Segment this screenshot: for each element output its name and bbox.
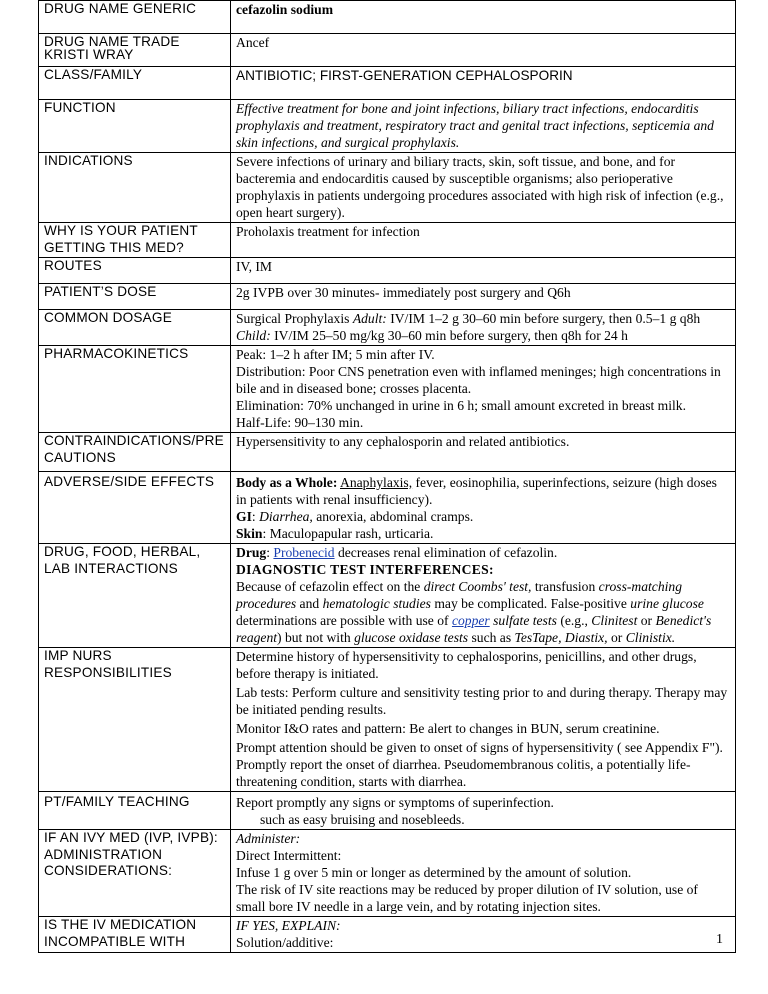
value-trade: Ancef [231,34,736,67]
adverse-bw-label: Body as a Whole: [236,475,338,490]
adverse-gi-text: anorexia, abdominal cramps. [312,509,474,524]
label-dose: PATIENT’S DOSE [39,284,231,310]
label-teaching: PT/FAMILY TEACHING [39,792,231,830]
teaching-line: such as easy bruising and nosebleeds. [260,812,465,827]
common-text-3: IV/IM 25–50 mg/kg 30–60 min before surgery, then q8h for 24 h [270,328,628,343]
label-adverse: ADVERSE/SIDE EFFECTS [39,472,231,544]
common-adult: Adult: [352,311,387,326]
interactions-drug-label: Drug [236,545,267,560]
label-indications: INDICATIONS [39,153,231,223]
value-compat [231,917,736,953]
adverse-skin-label: Skin [236,526,263,541]
adverse-gi-sep: : [251,509,260,524]
diagnostic-text: Because of cefazolin effect on the direct Coombs' test, transfusion cross-matching procedures and hematologic studies may be complicated. False-positive urine glucose determinations are possible with use of copper sulfate tests (e.g., Clinitest or Benedict's reagent) but not with glucose oxidase tests such as TesTape, Diastix, or Clinistix. [236,579,712,645]
value-generic: cefazolin sodium [231,1,736,34]
probenecid-link[interactable]: Probenecid [273,545,335,560]
row-contraindications [39,433,736,472]
value-pharmacokinetics [231,346,736,433]
pk-line: Peak: 1–2 h after IM; 5 min after IV. [236,347,435,362]
label-nursing: IMP NURS RESPONSIBILITIES [39,648,231,792]
adverse-bw-text: fever, eosinophilia, superinfections, seizure (high doses in patients with renal insufficiency). [236,475,717,507]
pk-line: Half-Life: 90–130 min. [236,415,364,430]
teaching-line: Report promptly any signs or symptoms of superinfection. [236,795,554,810]
interactions-drug-sep: : [266,545,274,560]
nursing-line: Lab tests: Perform culture and sensitivity testing prior to and during therapy. Therapy may be initiated pending results. [236,685,728,717]
label-interactions: DRUG, FOOD, HERBAL, LAB INTERACTIONS [39,544,231,648]
value-routes: IV, IM [231,258,736,284]
row-compat [39,917,736,953]
row-function [39,100,736,153]
pk-line: Elimination: 70% unchanged in urine in 6 h; small amount excreted in breast milk. [236,398,687,413]
row-dose [39,284,736,310]
page-number: 1 [716,932,723,947]
ivy-title: Administer: [236,831,301,846]
label-function: FUNCTION [39,100,231,153]
value-ivy [231,830,736,917]
pk-line: Distribution: Poor CNS penetration even with inflamed meninges; high concentrations in bile and in diseased bone; crosses placenta. [236,364,721,396]
row-generic [39,1,736,34]
row-adverse [39,472,736,544]
value-teaching [231,792,736,830]
row-common-dosage [39,310,736,346]
drug-card-table [38,0,736,953]
value-class: ANTIBIOTIC; FIRST-GENERATION CEPHALOSPORIN [231,67,736,100]
label-trade: DRUG NAME TRADE KRISTI WRAY [39,34,231,67]
label-compat: IS THE IV MEDICATION INCOMPATIBLE WITH [39,917,231,953]
row-interactions [39,544,736,648]
value-function: Effective treatment for bone and joint infections, biliary tract infections, endocarditis prophylaxis and treatment, respiratory tract and genital tract infections, septicemia and skin infections, and surgical prophylaxis. [231,100,736,153]
adverse-gi-italic: Diarrhea, [259,509,313,524]
label-ivy: IF AN IVY MED (IVP, IVPB): ADMINISTRATION CONSIDERATIONS: [39,830,231,917]
common-text-2: IV/IM 1–2 g 30–60 min before surgery, then 0.5–1 g q8h [386,311,701,326]
common-text-1: Surgical Prophylaxis [236,311,353,326]
value-interactions [231,544,736,648]
adverse-gi-label: GI [236,509,252,524]
nursing-line: Prompt attention should be given to onset of signs of hypersensitivity ( see Appendix F"). [236,740,723,755]
copper-link[interactable]: copper [451,613,490,628]
ivy-line: Direct Intermittent: [236,848,342,863]
value-common-dosage [231,310,736,346]
row-class [39,67,736,100]
value-contraindications: Hypersensitivity to any cephalosporin and related antibiotics. [231,433,736,472]
label-common-dosage: COMMON DOSAGE [39,310,231,346]
label-routes: ROUTES [39,258,231,284]
row-teaching [39,792,736,830]
nursing-line: Determine history of hypersensitivity to cephalosporins, penicillins, and other drugs, before therapy is initiated. [236,649,697,681]
row-ivy [39,830,736,917]
value-nursing [231,648,736,792]
nursing-line: Monitor I&O rates and pattern: Be alert to changes in BUN, serum creatinine. [236,721,660,736]
ivy-line: Infuse 1 g over 5 min or longer as determined by the amount of solution. [236,865,632,880]
label-contraindications: CONTRAINDICATIONS/PRECAUTIONS [39,433,231,472]
label-class: CLASS/FAMILY [39,67,231,100]
row-indications [39,153,736,223]
compat-line: Solution/additive: [236,935,334,950]
adverse-skin-text: : Maculopapular rash, urticaria. [262,526,434,541]
value-indications: Severe infections of urinary and biliary tracts, skin, soft tissue, and bone, and for bacteremia and endocarditis caused by susceptible organisms; also perioperative prophylaxis in patients undergoing procedures associated with high risk of infection (e.g., open heart surgery). [231,153,736,223]
value-why: Proholaxis treatment for infection [231,223,736,258]
row-routes [39,258,736,284]
label-why: WHY IS YOUR PATIENT GETTING THIS MED? [39,223,231,258]
diagnostic-heading: DIAGNOSTIC TEST INTERFERENCES: [236,562,494,577]
adverse-anaphylaxis: Anaphylaxis, [340,475,413,490]
value-dose: 2g IVPB over 30 minutes- immediately post surgery and Q6h [231,284,736,310]
row-why [39,223,736,258]
row-pharmacokinetics [39,346,736,433]
nursing-line: Promptly report the onset of diarrhea. Pseudomembranous colitis, a potentially life-threatening condition, starts with diarrhea. [236,757,691,789]
value-adverse [231,472,736,544]
compat-title: IF YES, EXPLAIN: [236,918,341,933]
interactions-drug-text: decreases renal elimination of cefazolin. [334,545,558,560]
label-pharmacokinetics: PHARMACOKINETICS [39,346,231,433]
row-nursing [39,648,736,792]
ivy-line: The risk of IV site reactions may be reduced by proper dilution of IV solution, use of small bore IV needle in a large vein, and by rotating injection sites. [236,882,698,914]
label-generic: DRUG NAME GENERIC [39,1,231,34]
row-trade [39,34,736,67]
common-child: Child: [236,328,271,343]
